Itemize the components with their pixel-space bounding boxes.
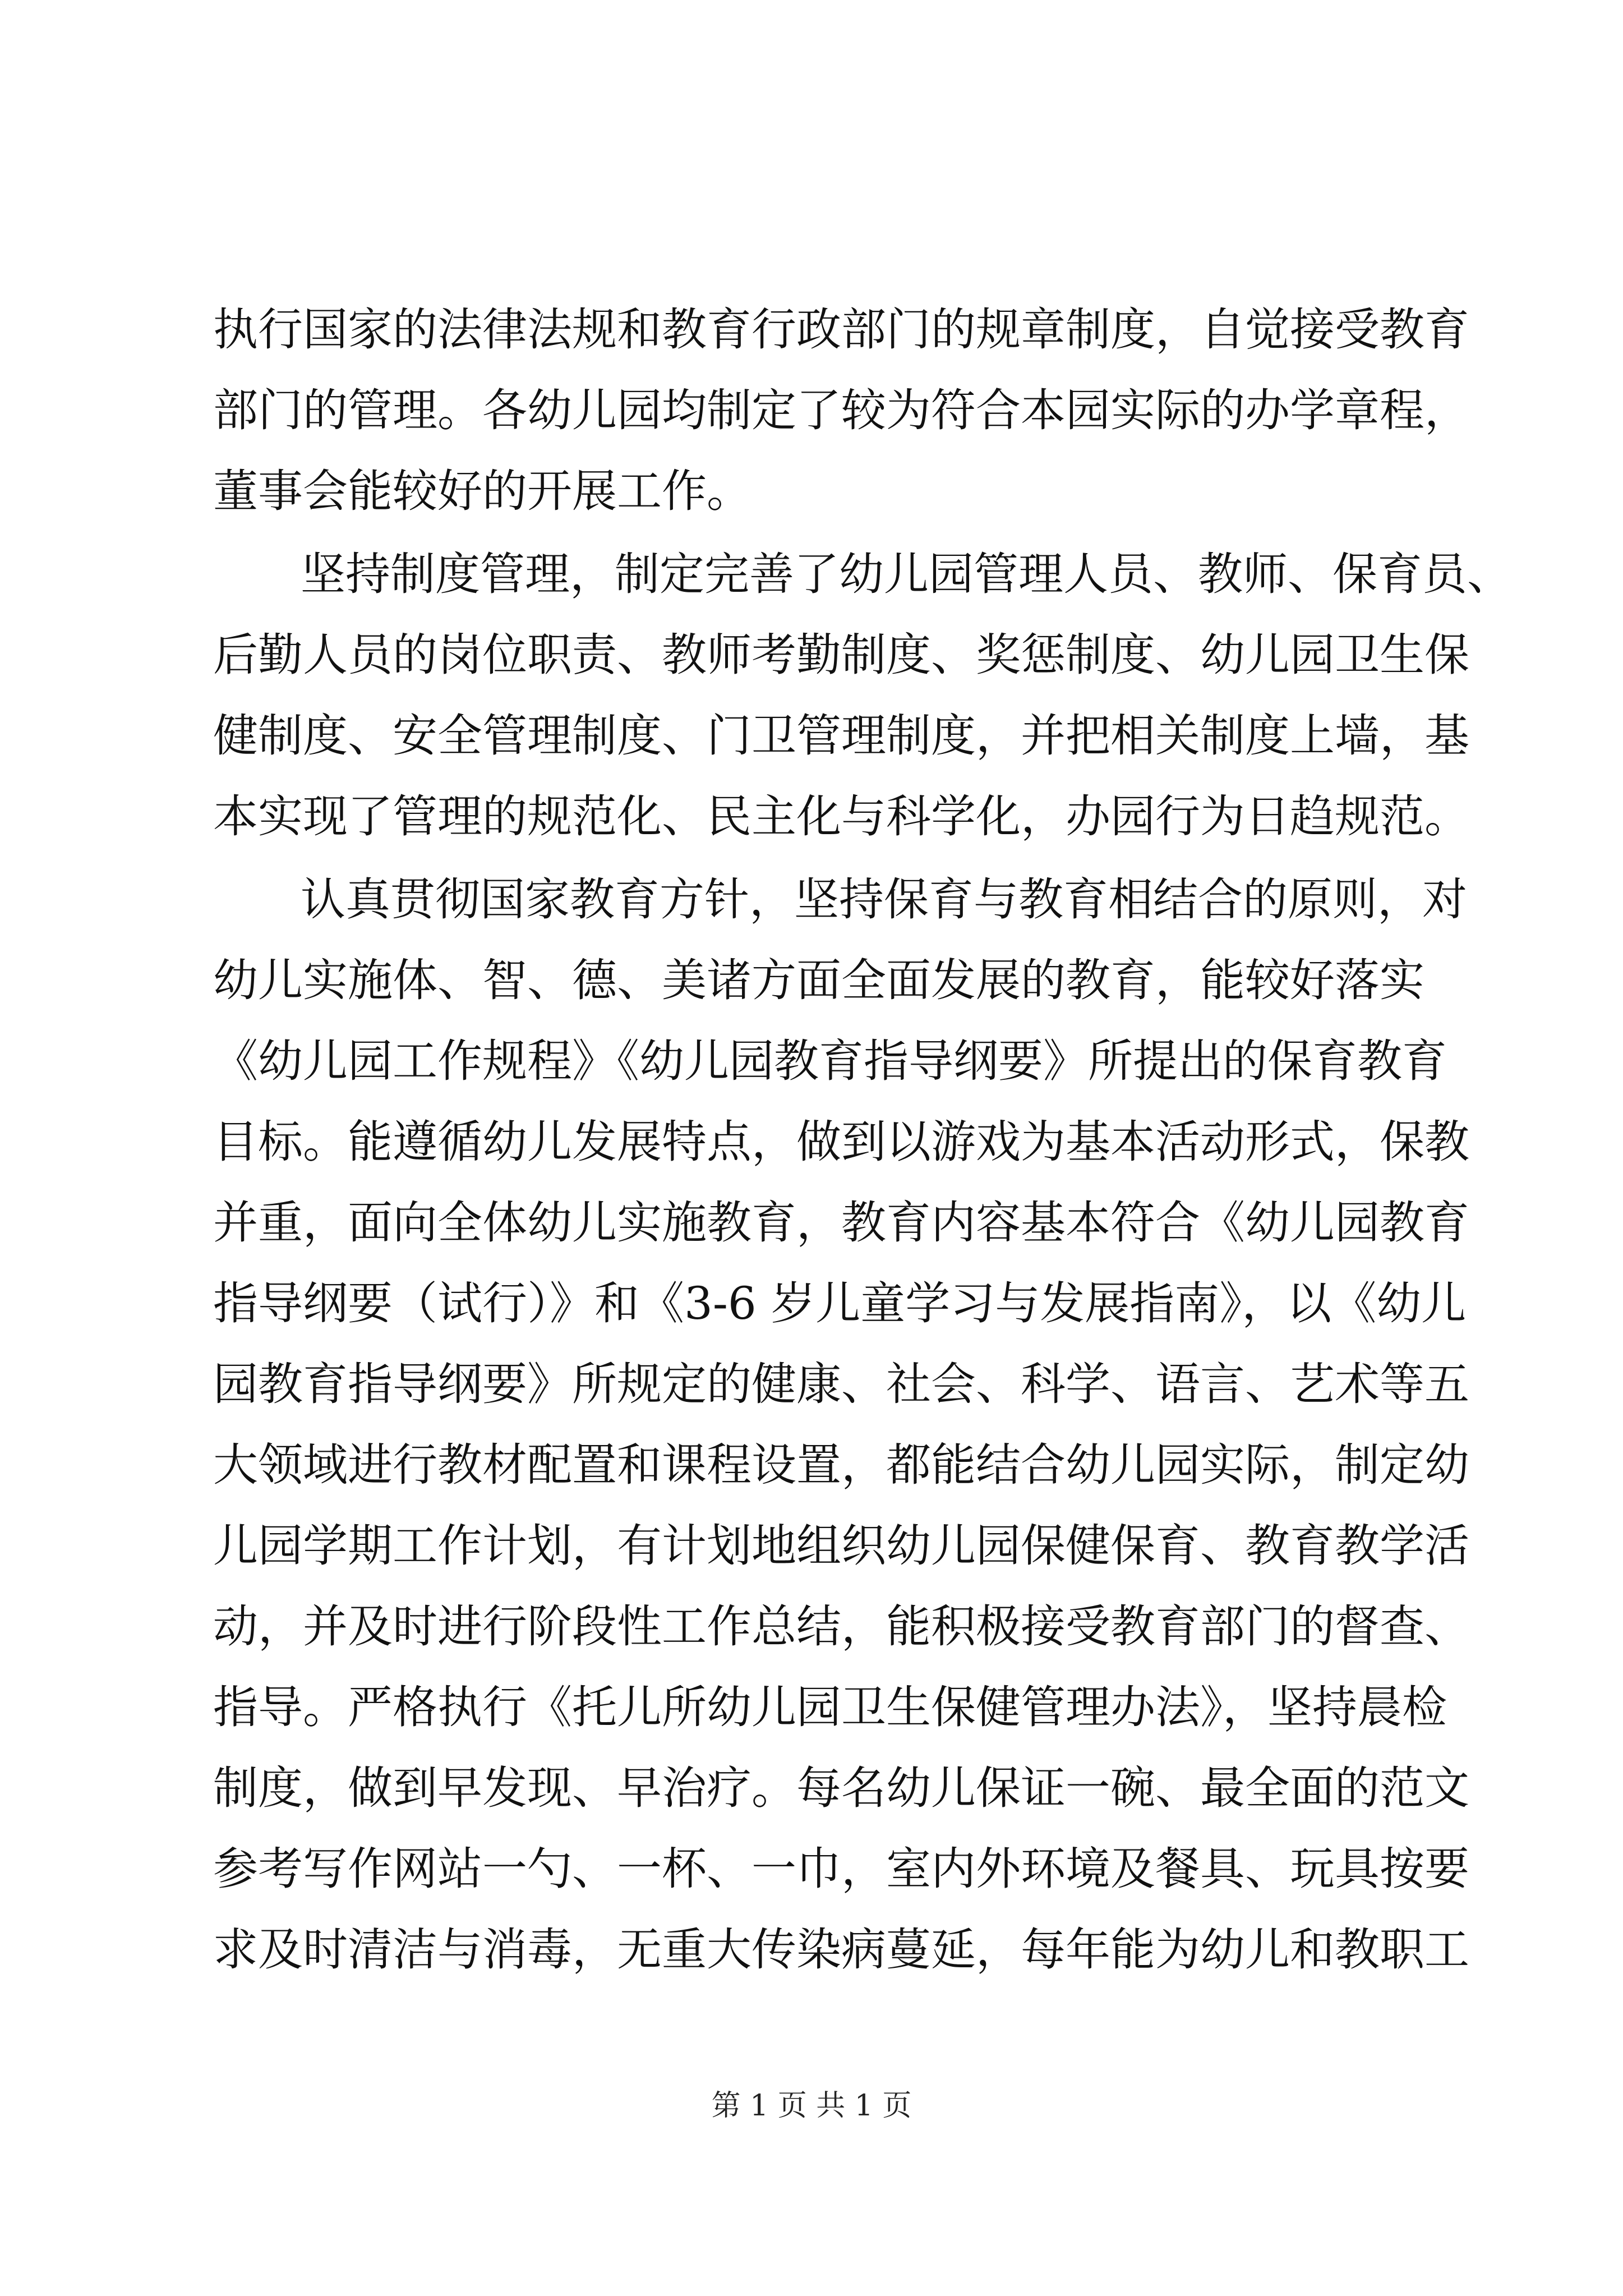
paragraph-3-line-6: 指导纲要（试行）》和《3-6 岁儿童学习与发展指南》，以《幼儿 — [213, 1277, 1467, 1329]
paragraph-2-line-2: 后勤人员的岗位职责、教师考勤制度、奖惩制度、幼儿园卫生保 — [213, 629, 1469, 681]
paragraph-2-line-4: 本实现了管理的规范化、民主化与科学化，办园行为日趋规范。 — [213, 790, 1469, 843]
paragraph-3-line-12: 制度，做到早发现、早治疗。每名幼儿保证一碗、最全面的范文 — [213, 1762, 1469, 1814]
paragraph-2-line-3: 健制度、安全管理制度、门卫管理制度，并把相关制度上墙，基 — [213, 710, 1469, 762]
paragraph-3-line-2: 幼儿实施体、智、德、美诸方面全面发展的教育，能较好落实 — [213, 954, 1424, 1006]
paragraph-3-line-8: 大领域进行教材配置和课程设置，都能结合幼儿园实际，制定幼 — [213, 1439, 1469, 1491]
paragraph-3-line-14: 求及时清洁与消毒，无重大传染病蔓延，每年能为幼儿和教职工 — [213, 1924, 1469, 1976]
paragraph-3-line-1: 认真贯彻国家教育方针，坚持保育与教育相结合的原则，对 — [301, 873, 1467, 926]
paragraph-3-line-10: 动，并及时进行阶段性工作总结，能积极接受教育部门的督查、 — [213, 1600, 1469, 1653]
page-footer: 第 1 页 共 1 页 — [711, 2089, 912, 2123]
paragraph-1-line-1: 执行国家的法律法规和教育行政部门的规章制度，自觉接受教育 — [213, 303, 1469, 356]
paragraph-3-line-13: 参考写作网站一勺、一杯、一巾，室内外环境及餐具、玩具按要 — [213, 1843, 1469, 1895]
paragraph-3-line-9: 儿园学期工作计划，有计划地组织幼儿园保健保育、教育教学活 — [213, 1520, 1469, 1572]
paragraph-3-line-5: 并重，面向全体幼儿实施教育，教育内容基本符合《幼儿园教育 — [213, 1197, 1469, 1249]
paragraph-1-line-2: 部门的管理。各幼儿园均制定了较为符合本园实际的办学章程， — [213, 384, 1469, 436]
paragraph-2-line-1: 坚持制度管理，制定完善了幼儿园管理人员、教师、保育员、 — [301, 548, 1512, 600]
paragraph-3-line-11: 指导。严格执行《托儿所幼儿园卫生保健管理办法》，坚持晨检 — [213, 1681, 1447, 1733]
paragraph-3-line-4: 目标。能遵循幼儿发展特点，做到以游戏为基本活动形式，保教 — [213, 1116, 1469, 1168]
paragraph-3-line-3: 《幼儿园工作规程》《幼儿园教育指导纲要》所提出的保育教育 — [213, 1035, 1447, 1087]
paragraph-3-line-7: 园教育指导纲要》所规定的健康、社会、科学、语言、艺术等五 — [213, 1358, 1469, 1410]
paragraph-1-line-3: 董事会能较好的开展工作。 — [213, 465, 751, 517]
